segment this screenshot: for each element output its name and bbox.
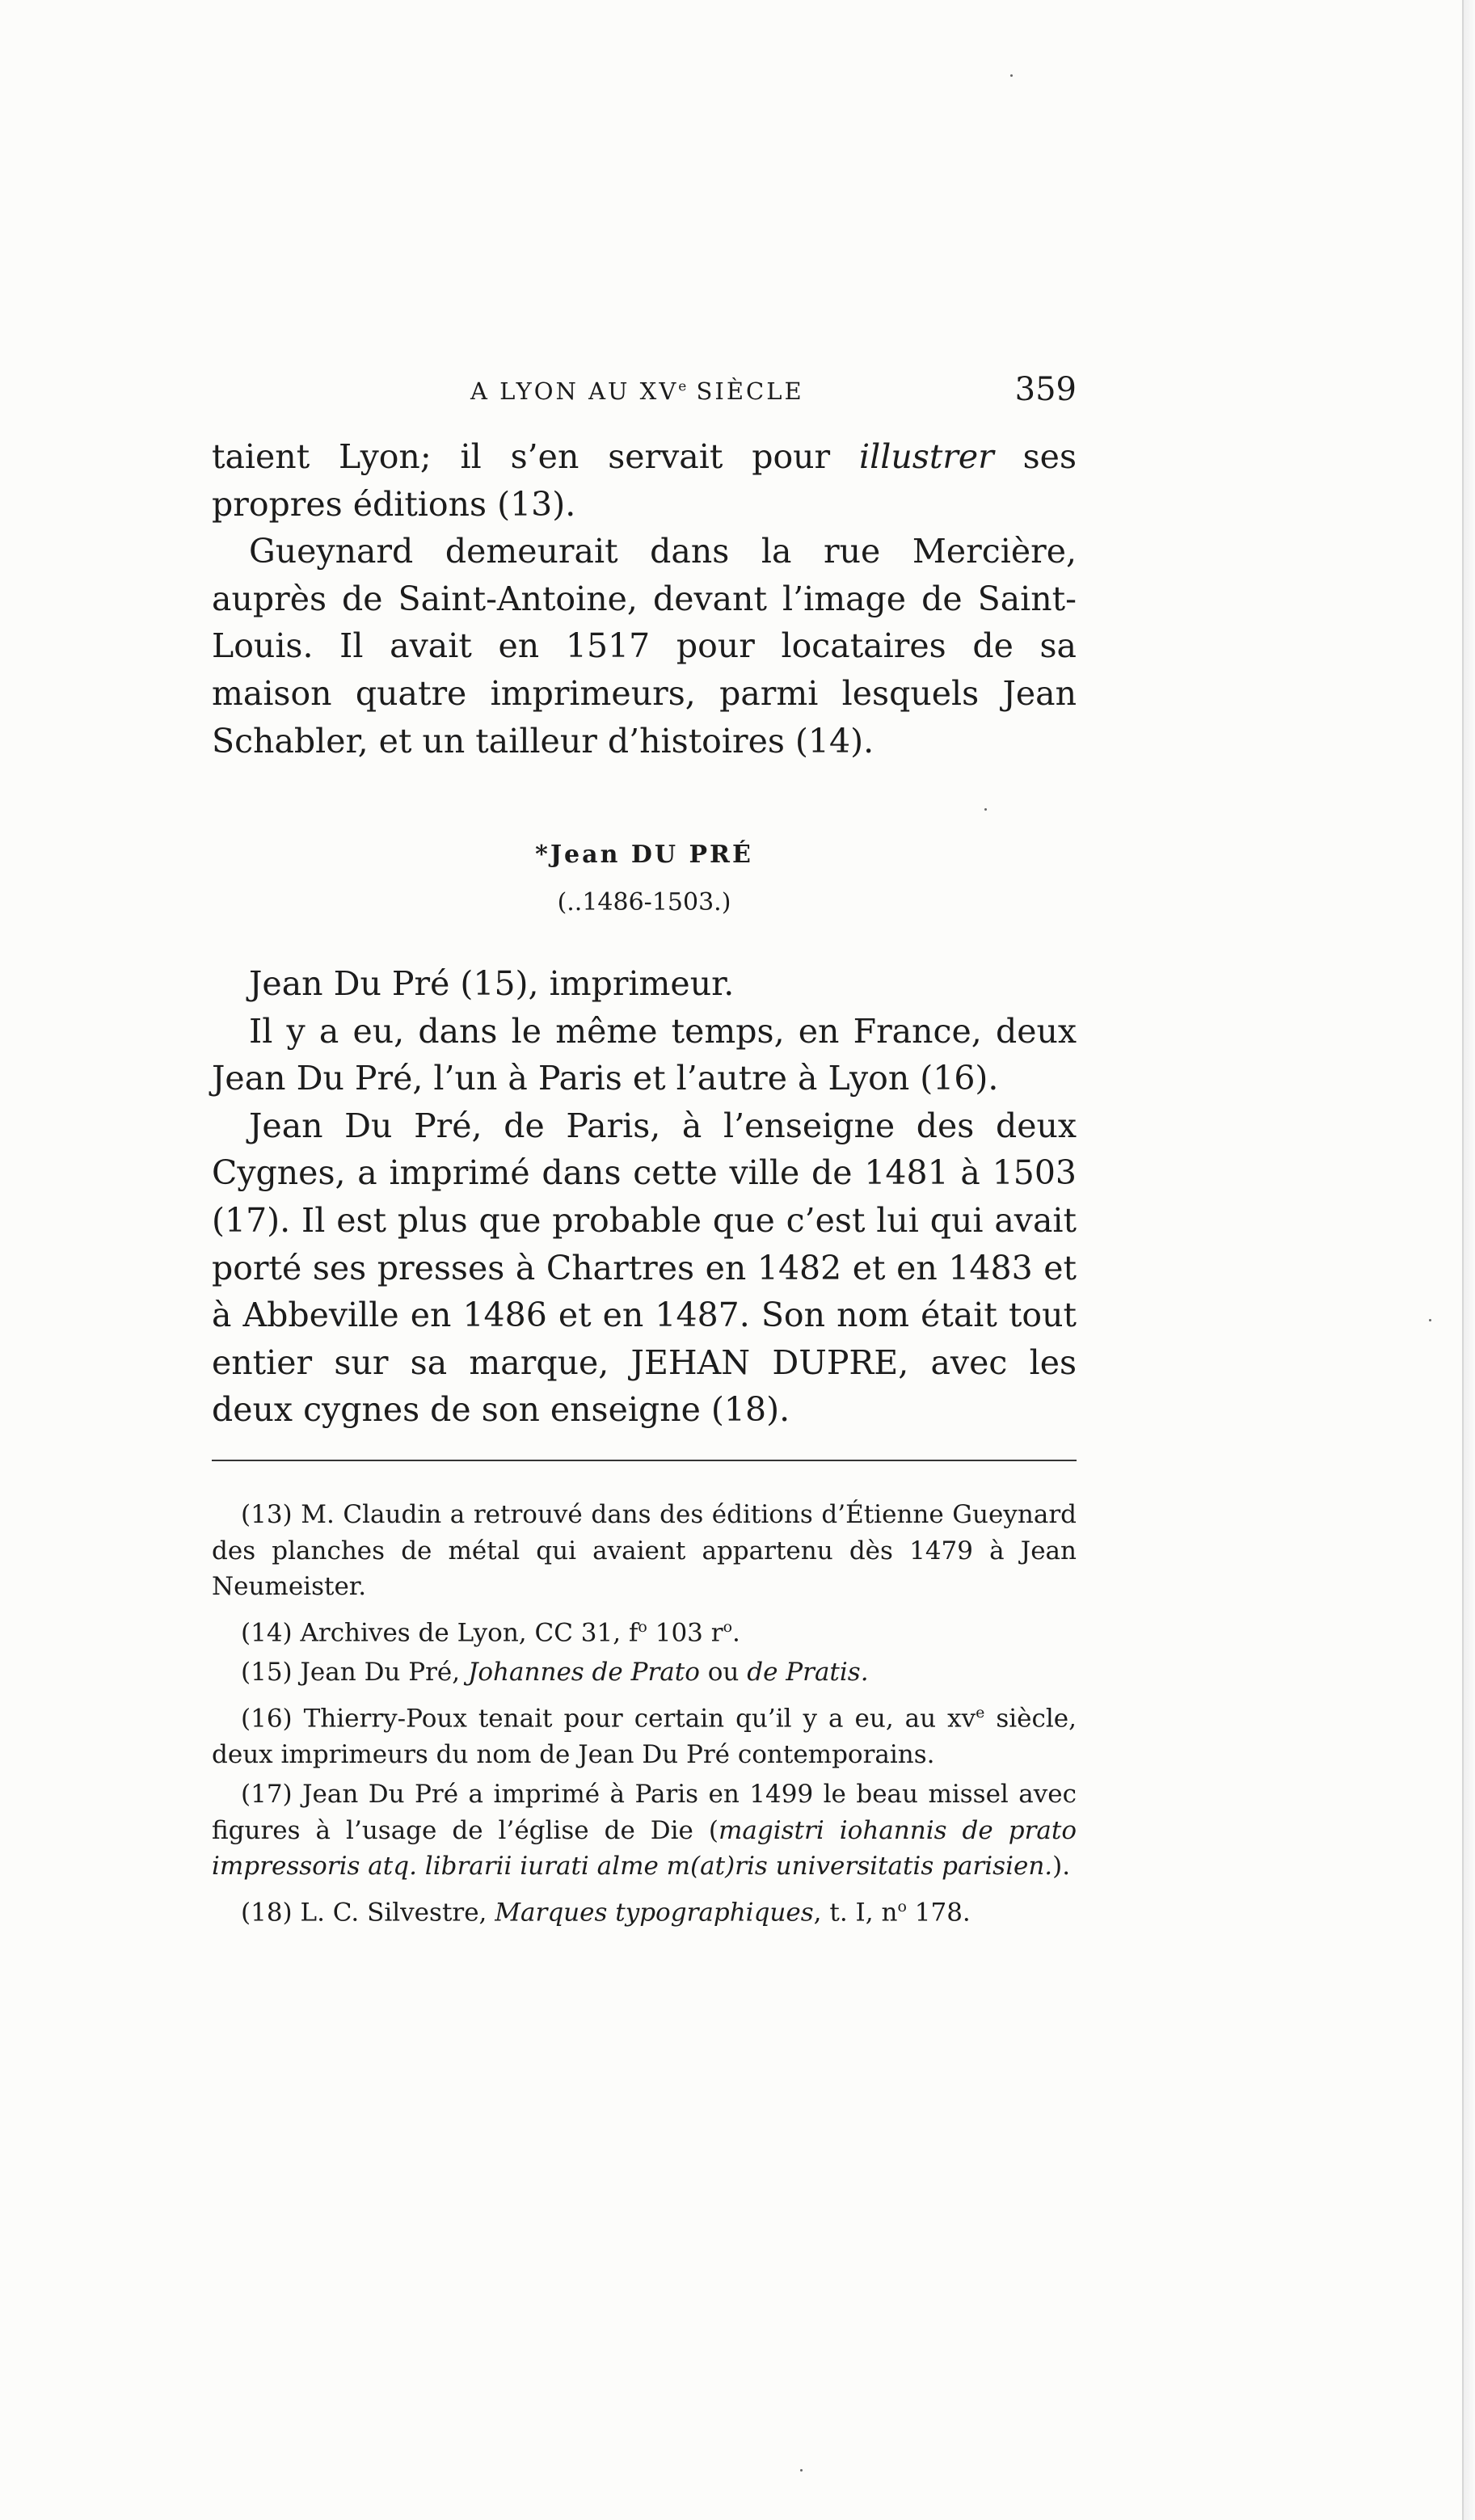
running-header	[212, 368, 1077, 416]
scan-speck	[984, 808, 987, 811]
footnote-15: (15) Jean Du Pré, Johannes de Prato ou de Pratis.	[241, 1658, 869, 1688]
footnote-rule	[212, 1460, 1077, 1461]
paragraph-two-du-pre: Il y a eu, dans le même temps, en France, deux Jean Du Pré, l’un à Paris et l’autre à Lyon (16).	[212, 1011, 1077, 1098]
scan-speck	[1010, 74, 1013, 77]
paragraph-du-pre-intro: Jean Du Pré (15), imprimeur.	[249, 964, 735, 1003]
section-heading-dates: (..1486-1503.)	[557, 888, 731, 917]
footnote-16: (16) Thierry-Poux tenait pour certain qu’il y a eu, au $xv^e$ siècle, deux imprimeurs du nom de Jean Du Pré contemporains.	[212, 1703, 1077, 1769]
body-text-du-pre	[212, 960, 1077, 1434]
scan-edge	[1462, 0, 1475, 2520]
paragraph-gueynard-plates: taient Lyon; il s’en servait pour illustrer ses propres éditions (13).	[212, 437, 1077, 524]
running-title: A LYON AU XVe SIÈCLE	[470, 377, 804, 405]
section-heading-name: *Jean DU PRÉ	[535, 841, 753, 869]
body-text-top	[212, 433, 1077, 765]
paragraph-gueynard-residence: Gueynard demeurait dans la rue Mercière, auprès de Saint-Antoine, devant l’image de Saint-Louis. Il avait en 1517 pour locataires de sa maison quatre imprimeurs, parmi lesquels Jean Schabler, et un tailleur d’histoires (14).	[212, 532, 1077, 761]
footnote-14: (14) Archives de Lyon, CC 31, $f^o$ 103 $r^o$.	[241, 1617, 740, 1647]
section-heading	[212, 841, 1077, 917]
footnotes	[212, 1497, 1077, 1934]
page-number: 359	[1014, 371, 1077, 408]
footnote-13: (13) M. Claudin a retrouvé dans des éditions d’Étienne Gueynard des planches de métal qui avaient appartenu dès 1479 à Jean Neumeister.	[212, 1500, 1077, 1601]
footnote-17: (17) Jean Du Pré a imprimé à Paris en 1499 le beau missel avec figures à l’usage de l’église de Die (magistri iohannis de prato impressoris atq. librarii iurati alme m(at)ris universitatis parisien.).	[212, 1780, 1077, 1882]
scan-speck	[1429, 1319, 1431, 1321]
scan-speck	[800, 2469, 803, 2472]
paragraph-du-pre-paris: Jean Du Pré, de Paris, à l’enseigne des deux Cygnes, a imprimé dans cette ville de 1481 à 1503 (17). Il est plus que probable que c’est lui qui avait porté ses presses à Chartres en 1482 et en 1483 et à Abbeville en 1486 et en 1487. Son nom était tout entier sur sa marque, JEHAN DUPRE, avec les deux cygnes de son enseigne (18).	[212, 1106, 1077, 1430]
footnote-18: (18) L. C. Silvestre, Marques typographiques, t. I, $n^o$ 178.	[241, 1897, 971, 1927]
